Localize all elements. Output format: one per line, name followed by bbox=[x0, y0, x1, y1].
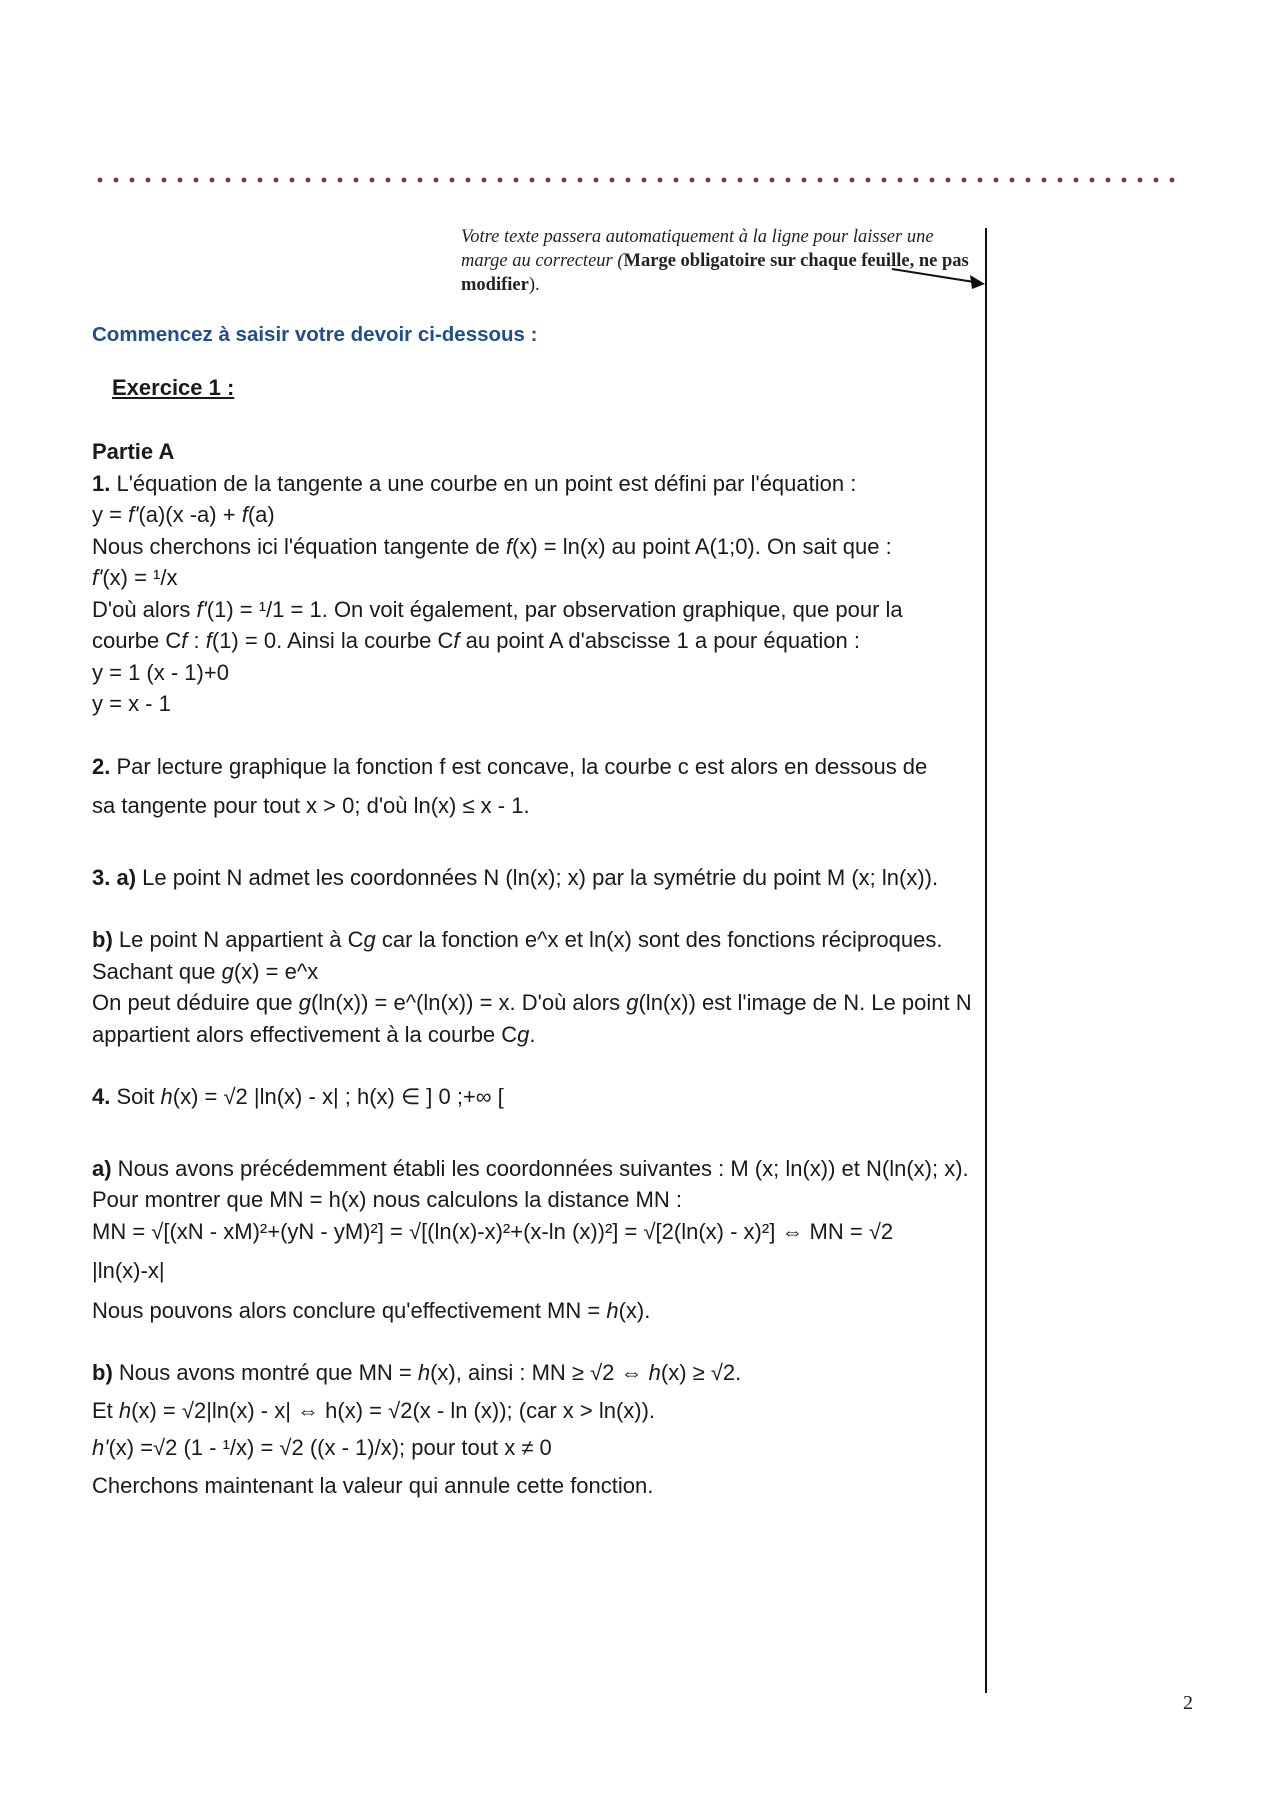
q2-line2: sa tangente pour tout x > 0; d'où ln(x) ≤ x - 1. bbox=[92, 793, 530, 818]
q4a-line5: Nous pouvons alors conclure qu'effectivement MN = h(x). bbox=[92, 1297, 651, 1323]
note-end-text: ). bbox=[528, 275, 540, 295]
homework-body bbox=[92, 436, 972, 1501]
q4a-line4: |ln(x)-x| bbox=[92, 1258, 165, 1283]
page-number: 2 bbox=[1183, 1692, 1193, 1714]
q1-line1: 1. L'équation de la tangente a une courbe en un point est défini par l'équation : bbox=[92, 470, 857, 496]
q1-line7: y = 1 (x - 1)+0 bbox=[92, 659, 229, 685]
note-text: Votre texte passera automatiquement à la ligne pour laisser une marge au correcteur ( bbox=[461, 227, 934, 271]
q3b-line3: On peut déduire que g(ln(x)) = e^(ln(x)) = x. D'où alors g(ln(x)) est l'image de N. Le point N appartient alors effectivement à la courbe Cg. bbox=[92, 990, 972, 1047]
q4b-line2: Et h(x) = √2|ln(x) - x| ⇔ h(x) = √2(x - ln (x)); (car x > ln(x)). bbox=[92, 1397, 656, 1423]
q4b-line1: b) Nous avons montré que MN = h(x), ainsi : MN ≥ √2 ⇔ h(x) ≥ √2. bbox=[92, 1360, 742, 1385]
q1-line2: y = f'(a)(x -a) + f(a) bbox=[92, 502, 275, 527]
q2-line1: 2. Par lecture graphique la fonction f est concave, la courbe c est alors en dessous de bbox=[92, 753, 928, 779]
q4a-line2: Pour montrer que MN = h(x) nous calculons la distance MN : bbox=[92, 1187, 682, 1212]
q4b-line4: Cherchons maintenant la valeur qui annule cette fonction. bbox=[92, 1472, 654, 1498]
q1-line3: Nous cherchons ici l'équation tangente de f(x) = ln(x) au point A(1;0). On sait que : bbox=[92, 533, 892, 559]
arrow-icon bbox=[890, 265, 990, 295]
q1-line6: courbe Cf : f(1) = 0. Ainsi la courbe Cf au point A d'abscisse 1 a pour équation : bbox=[92, 628, 861, 653]
q4-line: 4. Soit h(x) = √2 |ln(x) - x| ; h(x) ∈ ] 0 ;+∞ [ bbox=[92, 1084, 504, 1109]
q3b-line1: b) Le point N appartient à Cg car la fonction e^x et ln(x) sont des fonctions réciproques. bbox=[92, 927, 943, 952]
partA-title: Partie A bbox=[92, 439, 175, 464]
correction-margin-line bbox=[985, 228, 987, 1693]
q3a-text: 3. a) Le point N admet les coordonnées N (ln(x); x) par la symétrie du point M (x; ln(x)). bbox=[92, 864, 939, 890]
decorative-dotted-border bbox=[92, 176, 1184, 184]
q1-line8: y = x - 1 bbox=[92, 691, 171, 716]
exercise-title: Exercice 1 : bbox=[112, 375, 235, 400]
q4a-line1: a) Nous avons précédemment établi les coordonnées suivantes : M (x; ln(x)) et N(ln(x); x). bbox=[92, 1155, 969, 1181]
q3b-line2: Sachant que g(x) = e^x bbox=[92, 958, 319, 984]
intro-heading: Commencez à saisir votre devoir ci-dessous : bbox=[92, 323, 538, 346]
q4a-line3: MN = √[(xN - xM)²+(yN - yM)²] = √[(ln(x)-x)²+(x-ln (x))²] = √[2(ln(x) - x)²] ⇔ MN = √2 bbox=[92, 1218, 894, 1244]
note-bold-text: Marge obligatoire sur chaque feuille, ne pas modifier bbox=[461, 251, 969, 295]
q1-line5: D'où alors f'(1) = ¹/1 = 1. On voit également, par observation graphique, que pour la bbox=[92, 596, 903, 622]
q4b-line3: h'(x) =√2 (1 - ¹/x) = √2 ((x - 1)/x); pour tout x ≠ 0 bbox=[92, 1435, 552, 1460]
q1-line4: f'(x) = ¹/x bbox=[92, 565, 178, 590]
